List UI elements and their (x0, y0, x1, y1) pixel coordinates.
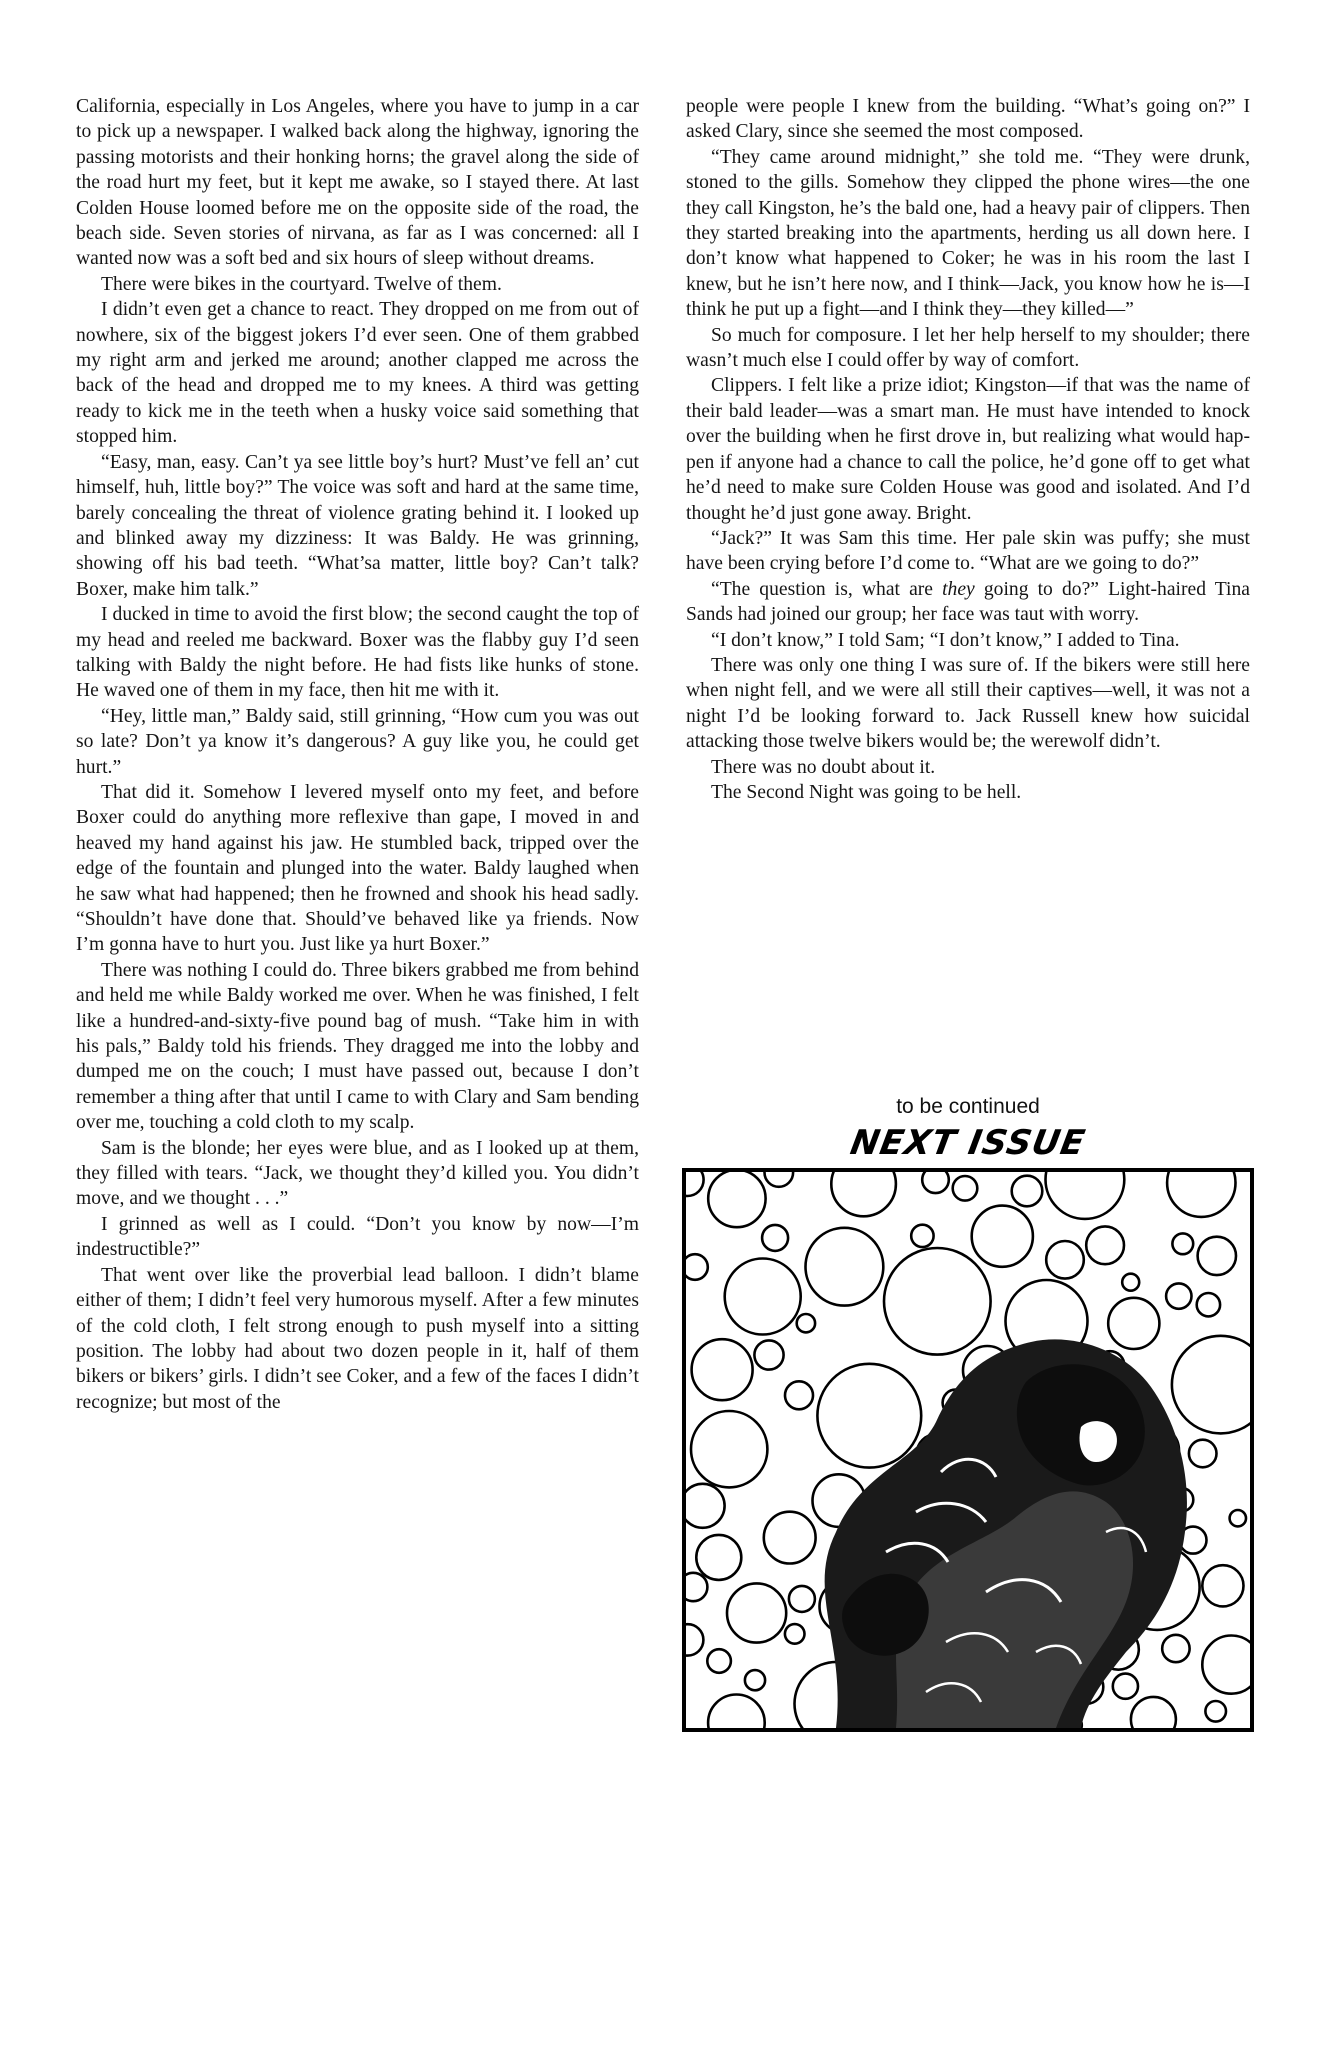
bubble-shape (745, 1670, 765, 1690)
bubble-shape (1202, 1636, 1250, 1694)
paragraph: California, especially in Los Angeles, where you have to jump in a car to pick up a newspaper. I walked back along the highway, ignoring the passing motorists and their honking horns; the gravel along the side of the road hurt my feet, but it kept me awake, so I stayed there. At last Colden House loomed before me on the opposite side of the road, the beach side. Seven stories of nirvana, as far as I was concerned: all I wanted now was a soft bed and six hours of sleep without dreams. (76, 96, 639, 270)
bubble-shape (686, 1254, 708, 1280)
paragraph: I grinned as well as I could. “Don’t you know by now—I’m indestructible?” (76, 1213, 639, 1261)
bubble-shape (785, 1624, 805, 1644)
bubble-shape (1122, 1274, 1139, 1291)
bubble-shape (692, 1339, 753, 1400)
bubble-shape (1113, 1674, 1138, 1699)
paragraph: “Jack?” It was Sam this time. Her pale skin was puffy; she must have been crying before I’d come to. “What are we going to do?” (686, 527, 1250, 575)
bubble-shape (1012, 1176, 1043, 1207)
bubble-shape (1198, 1237, 1236, 1275)
paragraph-question-end: going to do?” Light-haired Tina Sands had joined our group; her face was taut with worry. (686, 578, 1250, 626)
bubble-shape (922, 1172, 949, 1193)
bubble-shape (1166, 1283, 1191, 1308)
bubble-shape (696, 1535, 741, 1580)
paragraph: So much for composure. I let her help herself to my shoulder; there wasn’t much else I could offer by way of comfort. (686, 324, 1250, 372)
to-be-continued-label: to be continued (896, 1095, 1040, 1118)
paragraph: The Second Night was going to be hell. (711, 781, 1022, 803)
paragraph-question (686, 577, 1250, 628)
bubble-shape (806, 1228, 884, 1306)
bubble-shape (884, 1248, 991, 1355)
bubble-shape (764, 1512, 816, 1564)
bubble-shape (708, 1172, 765, 1227)
bubble-shape (1205, 1701, 1226, 1722)
paragraph: Clippers. I felt like a prize idiot; Kingston—if that was the name of their bald leader—was a smart man. He must have intended to knock over the building when he first drove in, but realizing what would happen if anyone had a chance to call the police, he’d gone off to get what he’d need to make sure Colden House was good and isolated. And I’d thought he’d just gone away. Bright. (686, 375, 1250, 524)
bubble-shape (1131, 1697, 1176, 1728)
bubble-shape (1046, 1241, 1084, 1279)
bubble-shape (972, 1206, 1033, 1267)
bubble-shape (1172, 1233, 1193, 1254)
paragraph: people were people I knew from the building. “What’s going on?” I asked Clary, since she seemed the most composed. (686, 96, 1250, 143)
paragraph: “Easy, man, easy. Can’t ya see little boy’s hurt? Must’ve fell an’ cut himself, huh, little boy?” The voice was soft and hard at the same time, barely concealing the threat of violence grating behind it. I looked up and blinked away my dizziness: It was Baldy. He was grinning, showing off his bad teeth. “What’sa matter, little boy? Can’t talk? Boxer, make him talk.” (76, 451, 639, 600)
bubble-shape (953, 1176, 978, 1201)
next-issue-heading: NEXT ISSUE (847, 1123, 1089, 1163)
bubble-shape (1230, 1510, 1246, 1526)
bubble-shape (691, 1411, 767, 1487)
bubble-shape (1108, 1298, 1159, 1349)
bubble-shape (1162, 1635, 1189, 1662)
paragraph: “I don’t know,” I told Sam; “I don’t know,” I added to Tina. (711, 629, 1180, 651)
bubble-shape (789, 1586, 815, 1612)
paragraph: There were bikes in the courtyard. Twelve of them. (101, 273, 502, 295)
paragraph: That did it. Somehow I levered myself onto my feet, and before Boxer could do anything more reflexive than gape, I moved in and heaved my hand against his jaw. He stumbled back, tripped over the edge of the fountain and plunged into the water. Baldy laughed when he saw what had happened; then he frowned and shook his head sadly. “Shouldn’t have done that. Should’ve behaved like ya friends. Now I’m gonna have to hurt you. Just like ya hurt Boxer.” (76, 781, 639, 956)
paragraph: There was only one thing I was sure of. If the bikers were still here when night fell, and we were all still their captives—well, it was not a night I’d be looking forward to. Jack Russell knew how suicidal attacking those twelve bikers would be; the werewolf didn’t. (686, 654, 1250, 753)
bubble-shape (1086, 1226, 1124, 1264)
paragraph: There was nothing I could do. Three bikers grabbed me from behind and held me while Baldy worked me over. When he was finished, I felt like a hundred-and-sixty-five pound bag of mush. “Take him in with his pals,” Baldy told his friends. They dragged me into the lobby and dumped me on the couch; I must have passed out, because I don’t remember a thing after that until I came to with Clary and Sam bending over me, touching a cold cloth to my scalp. (76, 959, 639, 1134)
bubble-shape (797, 1314, 815, 1332)
bubble-shape (1197, 1293, 1220, 1316)
paragraph: That went over like the proverbial lead balloon. I didn’t blame either of them; I didn’t feel very humorous myself. After a few minutes of the cold cloth, I felt strong enough to push myself into a sitting position. The lobby had about two dozen people in it, half of them bikers or bikers’ girls. I didn’t see Coker, and a few of the faces I didn’t recognize; but most of the (76, 1264, 639, 1413)
bubble-shape (725, 1259, 801, 1335)
paragraph: I ducked in time to avoid the first blow; the second caught the top of my head and reeled me backward. Boxer was the flabby guy I’d seen talking with Baldy the night before. He had fists like hunks of stone. He waved one of them in my face, then hit me with it. (76, 604, 639, 702)
bubble-shape (911, 1225, 933, 1247)
bubble-shape (762, 1225, 788, 1251)
right-text-column (686, 94, 1250, 805)
bubble-shape (686, 1573, 707, 1601)
werewolf-bubbles-illustration (686, 1172, 1250, 1728)
emphasis-they: they (942, 578, 975, 600)
paragraph: Sam is the blonde; her eyes were blue, and as I looked up at them, they filled with tears. “Jack, we thought they’d killed you. You didn’t move, and we thought . . .” (76, 1137, 639, 1210)
bubble-shape (817, 1364, 921, 1468)
bubble-shape (686, 1484, 725, 1528)
bubble-shape (785, 1381, 813, 1409)
bubble-shape (1189, 1440, 1217, 1468)
paragraph: I didn’t even get a chance to react. They dropped on me from out of nowhere, six of the biggest jokers I’d ever seen. One of them grabbed my right arm and jerked me around; another clapped me across the back of the head and dropped me to my knees. A third was getting ready to kick me in the teeth when a husky voice said something that stopped him. (76, 299, 639, 448)
bubble-shape (707, 1649, 731, 1673)
paragraph: “Hey, little man,” Baldy said, still grinning, “How cum you was out so late? Don’t ya know it’s dangerous? A guy like you, he could get hurt.” (76, 705, 639, 778)
next-issue-illustration (682, 1168, 1254, 1732)
bubble-shape (754, 1340, 783, 1369)
bubble-shape (1202, 1565, 1243, 1606)
left-text-column (76, 94, 639, 1415)
paragraph-question-start: “The question is, what are (711, 578, 943, 600)
bubble-shape (727, 1583, 786, 1642)
paragraph: There was no doubt about it. (711, 756, 936, 778)
paragraph: “They came around midnight,” she told me. “They were drunk, stoned to the gills. Somehow they clipped the phone wires—the one they call Kingston, he’s the bald one, had a heavy pair of clippers. Then they started breaking into the apartments, herding us all down here. I don’t know what happened to Coker; he was in his room the last I knew, but he isn’t here now, and I think—Jack, you know how he is—I think he put up a fight—and I think they—they killed—” (686, 146, 1250, 321)
